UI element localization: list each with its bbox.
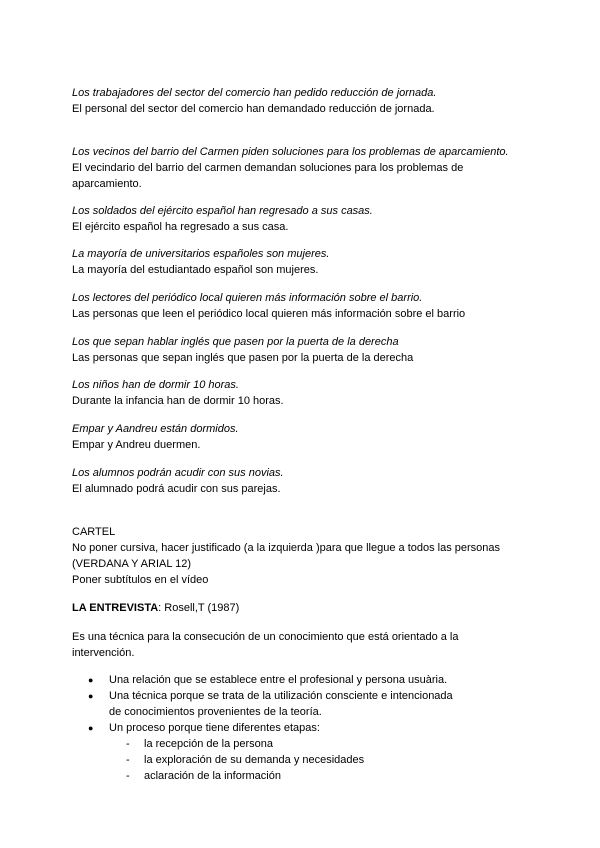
sentence-pair <box>72 377 528 409</box>
sentence-pair <box>72 246 528 278</box>
list-item <box>109 768 528 784</box>
original-sentence: Los vecinos del barrio del Carmen piden soluciones para los problemas de aparcamiento. <box>72 146 509 158</box>
inclusive-rewrite: La mayoría del estudiantado español son mujeres. <box>72 264 319 276</box>
list-item-text: la exploración de su demanda y necesidades <box>144 754 365 766</box>
list-item <box>109 736 528 752</box>
list-item <box>72 688 454 720</box>
sentence-pair <box>72 144 528 192</box>
stages-list <box>109 736 528 784</box>
original-sentence: Los soldados del ejército español han regresado a sus casas. <box>72 205 373 217</box>
list-item <box>109 752 528 768</box>
entrevista-intro <box>72 629 472 661</box>
original-sentence: Los trabajadores del sector del comercio han pedido reducción de jornada. <box>72 87 437 99</box>
sentence-pair <box>72 465 528 497</box>
cartel-line: (VERDANA Y ARIAL 12) <box>72 558 192 570</box>
original-sentence: Los niños han de dormir 10 horas. <box>72 379 239 391</box>
original-sentence: Los lectores del periódico local quieren más información sobre el barrio. <box>72 292 423 304</box>
cartel-line: No poner cursiva, hacer justificado (a la izquierda )para que llegue a todos las personas <box>72 542 501 554</box>
entrevista-heading <box>72 600 528 616</box>
cartel-line: Poner subtítulos en el vídeo <box>72 574 209 586</box>
inclusive-rewrite: Durante la infancia han de dormir 10 horas. <box>72 395 284 407</box>
intro-paragraph: Es una técnica para la consecución de un conocimiento que está orientado a la intervención. <box>72 631 459 659</box>
inclusive-rewrite: El alumnado podrá acudir con sus parejas. <box>72 483 281 495</box>
inclusive-rewrite: El personal del sector del comercio han demandado reducción de jornada. <box>72 103 435 115</box>
inclusive-rewrite: Empar y Andreu duermen. <box>72 439 201 451</box>
sentence-pair <box>72 290 528 322</box>
cartel-title: CARTEL <box>72 526 116 538</box>
original-sentence: La mayoría de universitarios españoles son mujeres. <box>72 248 330 260</box>
list-item-text: la recepción de la persona <box>144 738 274 750</box>
list-item-text: Una técnica porque se trata de la utilización consciente e intencionada de conocimientos provenientes de la teoría. <box>109 690 453 718</box>
sentence-pair <box>72 203 528 235</box>
document-page <box>72 0 528 848</box>
list-item <box>72 672 528 688</box>
list-item <box>72 720 528 784</box>
sentence-pair <box>72 85 528 117</box>
cartel-section <box>72 524 528 588</box>
original-sentence: Empar y Aandreu están dormidos. <box>72 423 239 435</box>
original-sentence: Los que sepan hablar inglés que pasen por la puerta de la derecha <box>72 336 399 348</box>
original-sentence: Los alumnos podrán acudir con sus novias. <box>72 467 284 479</box>
sentence-pair <box>72 334 528 366</box>
inclusive-rewrite: Las personas que sepan inglés que pasen por la puerta de la derecha <box>72 352 414 364</box>
section-reference: : Rosell,T (1987) <box>158 602 240 614</box>
list-item-text: Un proceso porque tiene diferentes etapas: <box>109 722 320 734</box>
inclusive-rewrite: El ejército español ha regresado a sus casa. <box>72 221 289 233</box>
sentence-pair <box>72 421 528 453</box>
entrevista-bullet-list <box>72 672 528 784</box>
list-item-text: aclaración de la información <box>144 770 281 782</box>
section-heading: LA ENTREVISTA <box>72 602 159 614</box>
inclusive-rewrite: El vecindario del barrio del carmen demandan soluciones para los problemas de aparcamiento. <box>72 162 464 190</box>
list-item-text: Una relación que se establece entre el profesional y persona usuària. <box>109 674 448 686</box>
inclusive-rewrite: Las personas que leen el periódico local quieren más información sobre el barrio <box>72 308 466 320</box>
